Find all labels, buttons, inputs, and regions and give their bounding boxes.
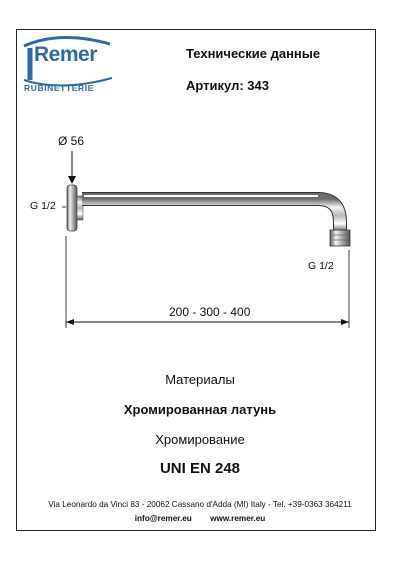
document-title: Технические данные [186, 46, 321, 61]
email-link[interactable]: info@remer.eu [134, 514, 192, 523]
article-number: Артикул: 343 [186, 78, 269, 93]
standard-value: UNI EN 248 [159, 460, 241, 477]
length-dimension-label: 200 - 300 - 400 [169, 305, 251, 319]
thread-right-label: G 1/2 [308, 260, 334, 272]
website-link[interactable]: www.remer.eu [210, 514, 266, 523]
contact-line [0, 514, 400, 523]
brand-name: Remer [34, 43, 97, 66]
company-address: Via Leonardo da Vinci 83 - 20062 Cassano d'Adda (MI) Italy - Tel. +39-0363 364211 [48, 500, 352, 509]
finish-value: Хромирование [155, 432, 245, 447]
diameter-label: Ø 56 [58, 134, 85, 148]
material-value: Хромированная латунь [123, 402, 277, 417]
brand-subtitle: RUBINETTERIE [24, 83, 95, 93]
thread-left-label: G 1/2 [30, 200, 56, 212]
materials-heading: Материалы [165, 372, 235, 387]
